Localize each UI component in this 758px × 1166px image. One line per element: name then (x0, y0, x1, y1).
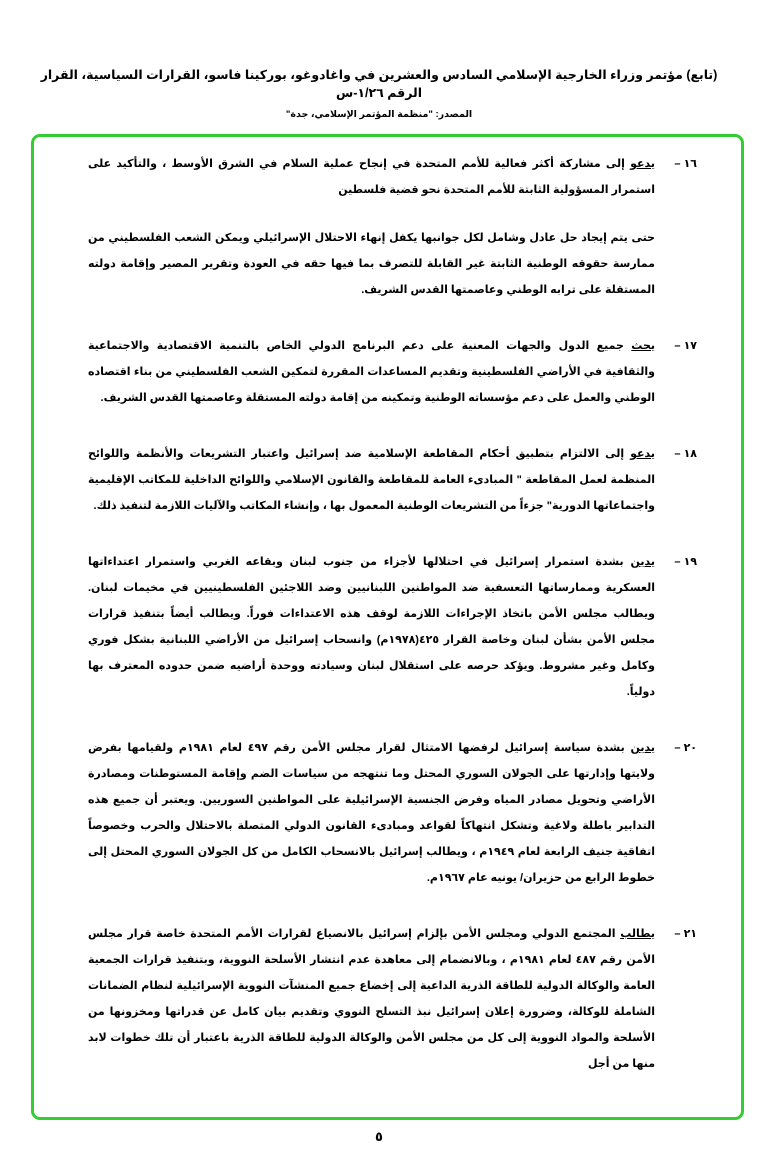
item-body (88, 921, 655, 1077)
item-number: ١٩ – (674, 556, 697, 568)
resolution-item-18 (88, 441, 697, 519)
item-body (88, 441, 655, 519)
item-lead-verb: يدعو (630, 158, 655, 170)
item-text: إلى مشاركة أكثر فعالية للأمم المتحدة في إنجاح عملية السلام في الشرق الأوسط ، والتأكيد على استمرار المسؤولية الثابتة للأمم المتحدة نحو قضية فلسطين (88, 158, 655, 196)
item-lead-verb: يحث (631, 340, 655, 352)
item-lead-verb: يدعو (630, 448, 655, 460)
item-number: ١٨ – (674, 448, 697, 460)
page-number: ٥ (375, 1129, 383, 1144)
resolution-item-17 (88, 333, 697, 411)
resolution-item-19 (88, 549, 697, 705)
item-number: ٢١ – (674, 928, 697, 940)
resolution-item-16-continuation: حتى يتم إيجاد حل عادل وشامل لكل جوانبها يكفل إنهاء الاحتلال الإسرائيلي ويمكن الشعب الفلسطيني من ممارسة حقوقه الوطنية الثابتة غير القابلة للتصرف بما فيها حقه في العودة وتقرير المصير وإقامة دولته المستقلة على ترابه الوطني وعاصمتها القدس الشريف. (88, 232, 655, 296)
item-number: ٢٠ – (674, 742, 697, 754)
item-text: المجتمع الدولي ومجلس الأمن بإلزام إسرائيل بالانصياع لقرارات الأمم المتحدة خاصة قرار مجلس الأمن رقم ٤٨٧ لعام ١٩٨١م ، وبالانضمام إلى معاهدة عدم انتشار الأسلحة النووية، وبتنفيذ قرارات الجمعية العامة والوكالة الدولية للطاقة الذرية الداعية إلى إخضاع جميع المنشآت النووية الإسرائيلية لنظام الضمانات الشاملة للوكالة، وضرورة إعلان إسرائيل نبذ التسلح النووي وتقديم بيان كامل عن قدراتها ومخزونها من الأسلحة والمواد النووية إلى كل من مجلس الأمن والوكالة الدولية للطاقة الذرية باعتبار أن تلك خطوات لابد منها من أجل (88, 928, 655, 1070)
item-number: ١٧ – (674, 340, 697, 352)
item-text: بشدة استمرار إسرائيل في احتلالها لأجزاء من جنوب لبنان وبقاعه الغربي واستمرار اعتداءاتها العسكرية وممارساتها التعسفية ضد المواطنين اللبنانيين وضد اللاجئين الفلسطينيين في مخيمات لبنان. ويطالب مجلس الأمن باتخاذ الإجراءات اللازمة لوقف هذه الاعتداءات فوراً. ويطالب أيضاً بتنفيذ قرارات مجلس الأمن بشأن لبنان وخاصة القرار ٤٢٥(١٩٧٨م) وانسحاب إسرائيل من الأراضي اللبنانية بشكل فوري وكامل وغير مشروط. ويؤكد حرصه على استقلال لبنان وسيادته ووحدة أراضيه ضمن حدوده المعترف بها دولياً. (88, 556, 655, 698)
item-text: بشدة سياسة إسرائيل لرفضها الامتثال لقرار مجلس الأمن رقم ٤٩٧ لعام ١٩٨١م ولقيامها بفرض ولايتها وإدارتها على الجولان السوري المحتل وما تنتهجه من سياسات الضم وإقامة المستوطنات ومصادرة الأراضي وتحويل مصادر المياه وفرض الجنسية الإسرائيلية على المواطنين السوريين. ويعتبر أن جميع هذه التدابير باطلة ولاغية وتشكل انتهاكاً لقواعد ومبادىء القانون الدولي المتصلة بالاحتلال والحرب وخصوصاً اتفاقية جنيف الرابعة لعام ١٩٤٩م ، ويطالب إسرائيل بالانسحاب الكامل من كل الجولان السوري المحتل إلى خطوط الرابع من حزيران/ يونيه عام ١٩٦٧م. (88, 742, 655, 884)
document-source: المصدر: "منظمة المؤتمر الإسلامي، جدة" (285, 109, 473, 120)
resolution-item-16 (88, 151, 697, 203)
item-text: إلى الالتزام بتطبيق أحكام المقاطعة الإسلامية ضد إسرائيل واعتبار التشريعات والأنظمة واللوائح المنظمة لعمل المقاطعة " المبادىء العامة للمقاطعة والقانون الإسلامي واللوائح الداخلية للمكاتب الإقليمية واجتماعاتها الدورية" جزءاً من التشريعات الوطنية المعمول بها ، وإنشاء المكاتب والآليات اللازمة لتنفيذ ذلك. (88, 448, 655, 512)
resolution-item-21 (88, 921, 697, 1077)
document-title: (تابع) مؤتمر وزراء الخارجية الإسلامي السادس والعشرين في واغادوغو، بوركينا فاسو، القرارات السياسية، القرار الرقم ١/٢٦-س (40, 68, 718, 100)
item-body (88, 735, 655, 891)
item-lead-verb: يدين (630, 742, 655, 754)
resolution-item-20 (88, 735, 697, 891)
item-lead-verb: يدين (630, 556, 655, 568)
item-number: ١٦ – (674, 158, 697, 170)
item-text: جميع الدول والجهات المعنية على دعم البرنامج الدولي الخاص بالتنمية الاقتصادية والاجتماعية والثقافية في الأراضي الفلسطينية وتقديم المساعدات المقررة لتمكين الشعب الفلسطيني من بناء اقتصاده الوطني والعمل على دعم مؤسساته الوطنية وتمكينه من إقامة دولته المستقلة وعاصمتها القدس الشريف. (88, 340, 655, 404)
item-body (88, 333, 655, 411)
item-body (88, 151, 655, 203)
item-lead-verb: يطالب (620, 928, 655, 940)
item-body (88, 549, 655, 705)
resolution-body (88, 151, 697, 1077)
content-frame (31, 134, 744, 1120)
